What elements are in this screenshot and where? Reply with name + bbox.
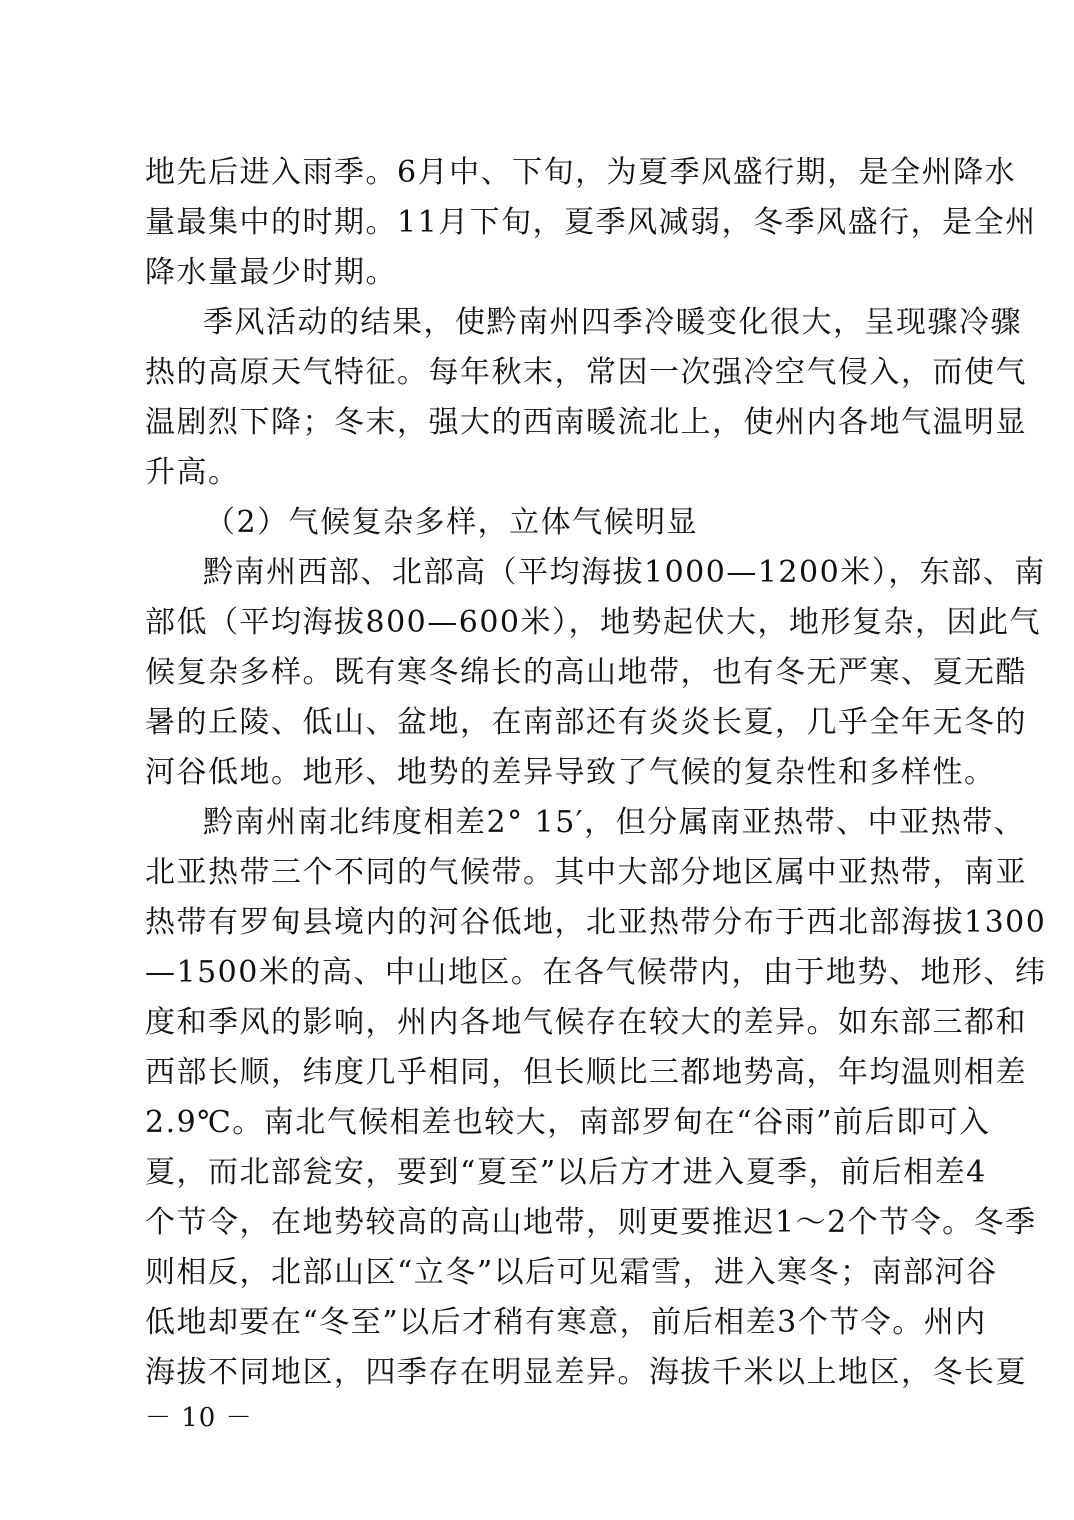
text-line: 夏，而北部瓮安，要到“夏至”以后方才进入夏季，前后相差4 [145, 1155, 987, 1190]
text-line: 则相反，北部山区“立冬”以后可见霜雪，进入寒冬；南部河谷 [145, 1255, 998, 1290]
text-line: 热带有罗甸县境内的河谷低地，北亚热带分布于西北部海拔1300 [145, 905, 1047, 940]
text-line: 低地却要在“冬至”以后才稍有寒意，前后相差3个节令。州内 [145, 1305, 987, 1340]
paragraph-start-line: 黔南州西部、北部高（平均海拔1000—1200米），东部、南 [203, 555, 1046, 590]
text-line: 个节令，在地势较高的高山地带，则更要推迟1～2个节令。冬季 [145, 1205, 1037, 1240]
text-line: 部低（平均海拔800—600米），地势起伏大，地形复杂，因此气 [145, 605, 1042, 640]
text-line: 量最集中的时期。11月下旬，夏季风减弱，冬季风盛行，是全州 [145, 205, 1037, 240]
text-line: 西部长顺，纬度几乎相同，但长顺比三都地势高，年均温则相差 [145, 1055, 1027, 1090]
text-line: 2.9℃。南北气候相差也较大，南部罗甸在“谷雨”前后即可入 [145, 1105, 991, 1140]
text-line: 北亚热带三个不同的气候带。其中大部分地区属中亚热带，南亚 [145, 855, 1027, 890]
text-line: 温剧烈下降；冬末，强大的西南暖流北上，使州内各地气温明显 [145, 405, 1027, 440]
paragraph-start-line: 黔南州南北纬度相差2° 15′，但分属南亚热带、中亚热带、 [203, 805, 1026, 840]
text-line: 海拔不同地区，四季存在明显差异。海拔千米以上地区，冬长夏 [145, 1355, 1027, 1390]
text-line: 降水量最少时期。 [145, 255, 397, 290]
text-line: 升高。 [145, 455, 240, 490]
text-line: 度和季风的影响，州内各地气候存在较大的差异。如东部三都和 [145, 1005, 1027, 1040]
text-line: 河谷低地。地形、地势的差异导致了气候的复杂性和多样性。 [145, 755, 996, 790]
page-number: － 10 － [145, 1403, 253, 1433]
text-line: 热的高原天气特征。每年秋末，常因一次强冷空气侵入，而使气 [145, 355, 1027, 390]
text-line: 暑的丘陵、低山、盆地，在南部还有炎炎长夏，几乎全年无冬的 [145, 705, 1027, 740]
text-line: 候复杂多样。既有寒冬绵长的高山地带，也有冬无严寒、夏无酷 [145, 655, 1027, 690]
text-line: 地先后进入雨季。6月中、下旬，为夏季风盛行期，是全州降水 [145, 155, 1017, 190]
text-line: —1500米的高、中山地区。在各气候带内，由于地势、地形、纬 [145, 955, 1047, 990]
section-heading: （2）气候复杂多样，立体气候明显 [205, 505, 699, 540]
paragraph-start-line: 季风活动的结果，使黔南州四季冷暖变化很大，呈现骤冷骤 [203, 305, 1022, 340]
